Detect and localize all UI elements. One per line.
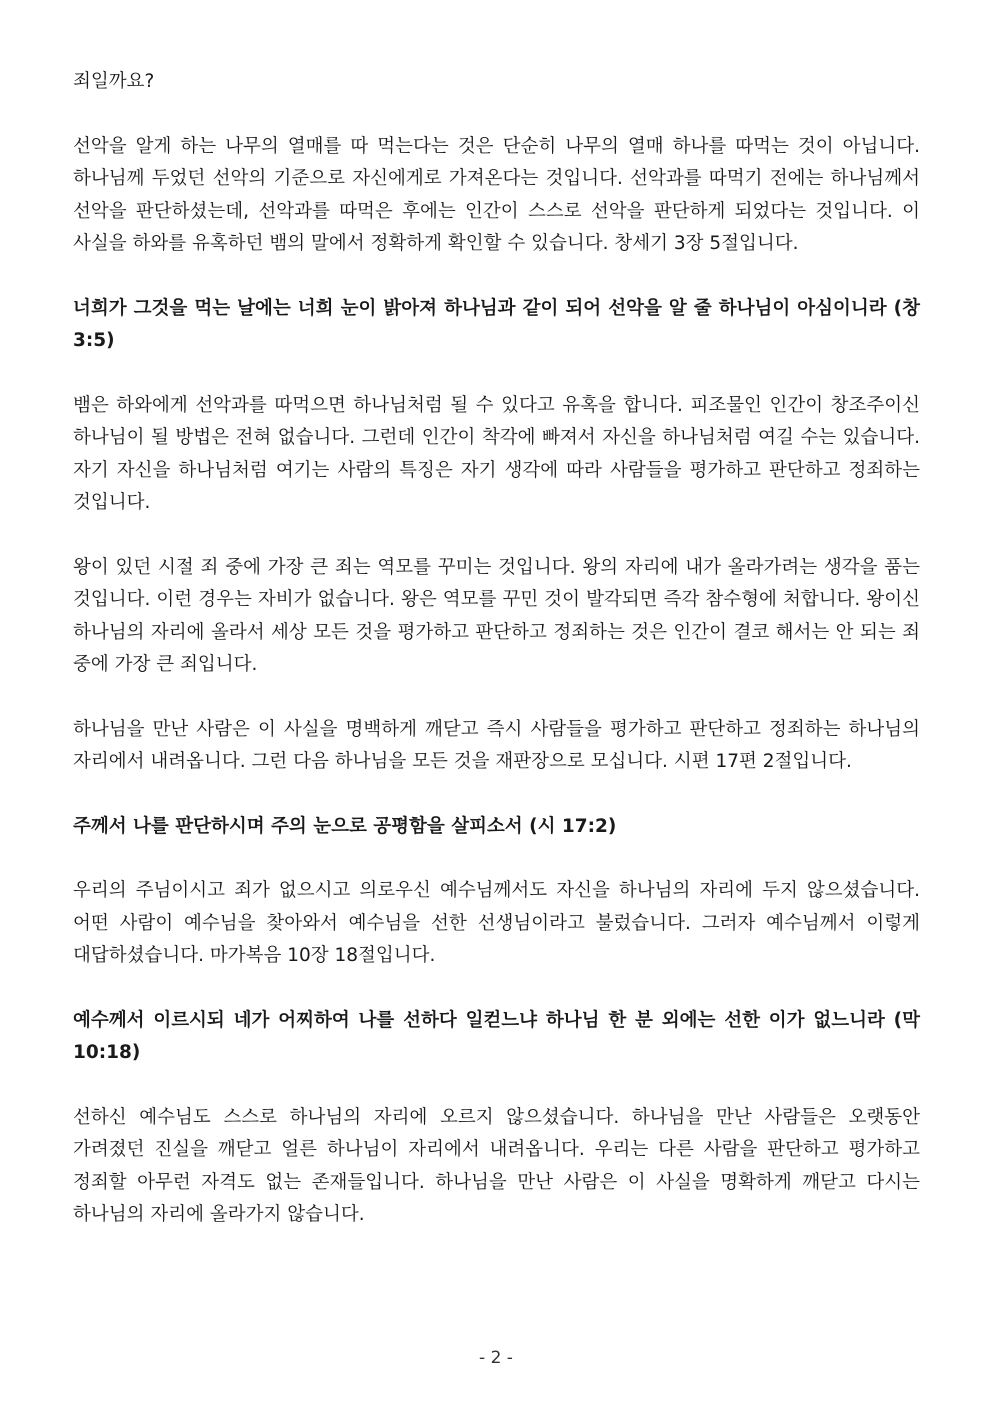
scripture-quote-psalm: 주께서 나를 판단하시며 주의 눈으로 공평함을 살피소서 (시 17:2) (73, 815, 617, 837)
paragraph-intro-end: 죄일까요? (73, 71, 155, 92)
scripture-quote-genesis: 너희가 그것을 먹는 날에는 너희 눈이 밝아져 하나님과 같이 되어 선악을 알 줄 하나님이 아심이니라 (창 3:5) (73, 297, 920, 351)
paragraph-serpent-temptation: 뱀은 하와에게 선악과를 따먹으면 하나님처럼 될 수 있다고 유혹을 합니다. 피조물인 인간이 창조주이신 하나님이 될 방법은 전혀 없습니다. 그런데 인간이 착각에 빠져서 자신을 하나님처럼 여길 수는 있습니다. 자기 자신을 하나님처럼 여기는 사람의 특징은 자기 생각에 따라 사람들을 평가하고 판단하고 정죄하는 것입니다. (73, 394, 920, 513)
document-page (73, 66, 920, 1232)
page-number: - 2 - (479, 1348, 513, 1368)
scripture-quote-mark: 예수께서 이르시되 네가 어찌하여 나를 선하다 일컫느냐 하나님 한 분 외에는 선한 이가 없느니라 (막 10:18) (73, 1009, 920, 1063)
paragraph-conclusion: 선하신 예수님도 스스로 하나님의 자리에 오르지 않으셨습니다. 하나님을 만난 사람들은 오랫동안 가려졌던 진실을 깨닫고 얼른 하나님이 자리에서 내려옵니다. 우리는 다른 사람을 판단하고 평가하고 정죄할 아무런 자격도 없는 존재들입니다. 하나님을 만난 사람은 이 사실을 명확하게 깨닫고 다시는 하나님의 자리에 올라가지 않습니다. (73, 1106, 920, 1225)
paragraph-treason: 왕이 있던 시절 죄 중에 가장 큰 죄는 역모를 꾸미는 것입니다. 왕의 자리에 내가 올라가려는 생각을 품는 것입니다. 이런 경우는 자비가 없습니다. 왕은 역모를 꾸민 것이 발각되면 즉각 참수형에 처합니다. 왕이신 하나님의 자리에 올라서 세상 모든 것을 평가하고 판단하고 정죄하는 것은 인간이 결코 해서는 안 되는 죄 중에 가장 큰 죄입니다. (73, 556, 920, 675)
paragraph-step-down: 하나님을 만난 사람은 이 사실을 명백하게 깨닫고 즉시 사람들을 평가하고 판단하고 정죄하는 하나님의 자리에서 내려옵니다. 그런 다음 하나님을 모든 것을 재판장으로 모십니다. 시편 17편 2절입니다. (73, 718, 920, 772)
paragraph-fruit-of-knowledge: 선악을 알게 하는 나무의 열매를 따 먹는다는 것은 단순히 나무의 열매 하나를 따먹는 것이 아닙니다. 하나님께 두었던 선악의 기준으로 자신에게로 가져온다는 것입니다. 선악과를 따먹기 전에는 하나님께서 선악을 판단하셨는데, 선악과를 따먹은 후에는 인간이 스스로 선악을 판단하게 되었다는 것입니다. 이 사실을 하와를 유혹하던 뱀의 말에서 정확하게 확인할 수 있습니다. 창세기 3장 5절입니다. (73, 135, 920, 254)
paragraph-jesus-answer: 우리의 주님이시고 죄가 없으시고 의로우신 예수님께서도 자신을 하나님의 자리에 두지 않으셨습니다. 어떤 사람이 예수님을 찾아와서 예수님을 선한 선생님이라고 불렀습니다. 그러자 예수님께서 이렇게 대답하셨습니다. 마가복음 10장 18절입니다. (73, 880, 920, 966)
